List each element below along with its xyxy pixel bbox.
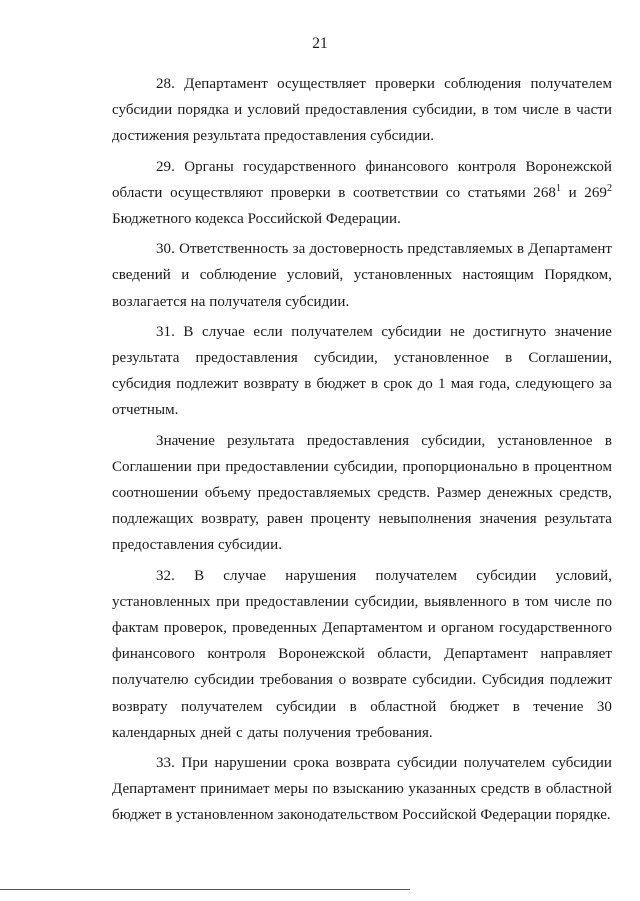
paragraph-33: 33. При нарушении срока возврата субсидии получателем субсидии Департамент принимает меры по взысканию указанных средств в областной бюджет в установленном законодательством Российской Федерации порядке. <box>112 755 612 824</box>
paragraph-31: 31. В случае если получателем субсидии не достигнуто значение результата предоставления субсидии, установленное в Соглашении, субсидия подлежит возврату в бюджет в срок до 1 мая года, следующего за отчетным. <box>112 323 612 419</box>
superscript-1: 1 <box>555 182 562 194</box>
paragraph-32: 32. В случае нарушения получателем субсидии условий, установленных при предоставлении субсидии, выявленного в том числе по фактам проверок, проведенных Департаментом и органом государственного финансового контроля Воронежской области, Департамент направляет получателю субсидии требования о возврате субсидии. Субсидия подлежит возврату получателем субсидии в областной бюджет в течение 30 календарных дней с даты получения требования. <box>112 567 612 741</box>
paragraph-29-text-a: 29. Органы государственного финансового контроля Воронежской области осуществляют проверки в соответствии со статьями 268 <box>112 158 612 201</box>
page-number: 21 <box>312 35 328 52</box>
paragraph-29-text-c: Бюджетного кодекса Российской Федерации. <box>112 211 401 228</box>
paragraph-29 <box>112 154 612 233</box>
paragraph-30: 30. Ответственность за достоверность представляемых в Департамент сведений и соблюдение условий, установленных настоящим Порядком, возлагается на получателя субсидии. <box>112 241 612 310</box>
document-body <box>112 71 612 833</box>
footer-divider <box>0 889 410 890</box>
paragraph-28: 28. Департамент осуществляет проверки соблюдения получателем субсидии порядка и условий предоставления субсидии, в том числе в части достижения результата предоставления субсидии. <box>112 76 612 145</box>
superscript-2: 2 <box>606 182 613 194</box>
paragraph-31-continued: Значение результата предоставления субсидии, установленное в Соглашении при предоставлении субсидии, пропорционально в процентном соотношении объему предоставляемых средств. Размер денежных средств, подлежащих возврату, равен проценту невыполнения значения результата предоставления субсидии. <box>112 432 612 554</box>
paragraph-29-text-b: и 269 <box>561 184 607 201</box>
